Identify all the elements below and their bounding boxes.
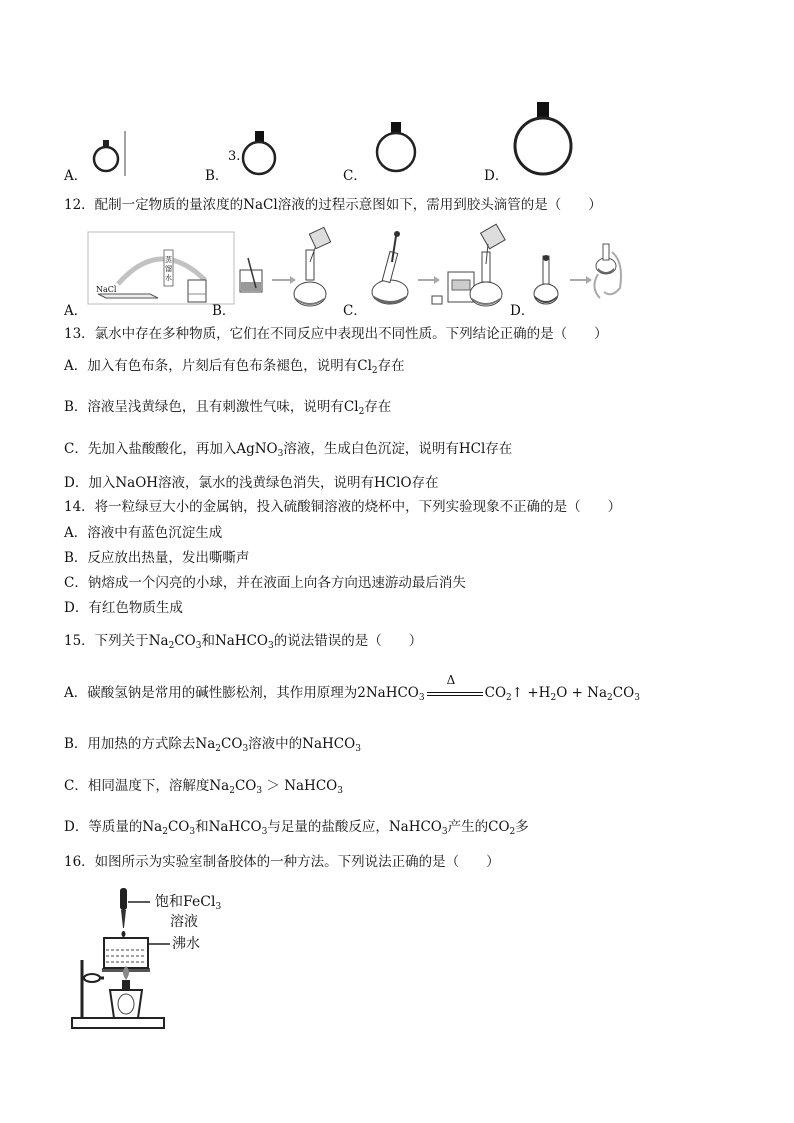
flask-c-image xyxy=(377,122,415,171)
q13-option-a[interactable]: A．加入有色布条，片刻后有色布条褪色，说明有$Cl_2$存在 xyxy=(64,358,405,376)
q16-label-boiling-water: 沸水 xyxy=(172,936,200,952)
q14-option-b[interactable]: B．反应放出热量，发出嘶嘶声 xyxy=(64,550,250,566)
svg-text:3.: 3. xyxy=(228,149,241,164)
q13-option-c[interactable]: C．先加入盐酸酸化，再加入AgNO$_3$溶液，生成白色沉淀，说明有HCl存在 xyxy=(64,441,513,459)
q16-apparatus-drawing xyxy=(0,880,794,1040)
q13-option-d[interactable]: D．加入NaOH溶液，氯水的浅黄绿色消失，说明有HClO存在 xyxy=(64,475,439,491)
q15-heat-arrow xyxy=(425,672,485,703)
q12-fig-a-water-label: 蒸 xyxy=(165,256,172,264)
q15-option-b[interactable]: B．用加热的方式除去$Na_2CO_3$溶液中的NaHCO$_3$ xyxy=(64,736,361,754)
svg-text:水: 水 xyxy=(165,274,172,282)
q14-option-a[interactable]: A．溶液中有蓝色沉淀生成 xyxy=(64,525,223,541)
q13-stem: 13．氯水中存在多种物质，它们在不同反应中表现出不同性质。下列结论正确的是（ ） xyxy=(64,326,608,342)
q15-option-c[interactable]: C．相同温度下，溶解度$Na_2CO_3$ ＞ NaHCO$_3$ xyxy=(64,778,343,796)
q12-fig-a xyxy=(88,232,234,304)
svg-text:馏: 馏 xyxy=(165,265,172,273)
q11-option-d[interactable]: D． xyxy=(484,168,509,184)
q16-label-solution: 溶液 xyxy=(170,914,198,930)
q11-option-c[interactable]: C． xyxy=(343,168,367,184)
q12-option-c[interactable]: C． xyxy=(343,303,367,319)
heat-delta-symbol: Δ xyxy=(446,672,456,687)
q14-stem: 14．将一粒绿豆大小的金属钠，投入硫酸铜溶液的烧杯中，下列实验现象不正确的是（ ） xyxy=(64,499,622,515)
flask-b-image xyxy=(228,131,275,174)
q16-label-fecl3: 饱和FeCl$_3$ xyxy=(155,894,222,912)
q12-stem: 12．配制一定物质的量浓度的NaCl溶液的过程示意图如下，需用到胶头滴管的是（ ） xyxy=(64,197,602,213)
q12-fig-a-nacl-label: NaCl xyxy=(96,285,117,294)
q15-stem: 15．下列关于$Na_2CO_3$和NaHCO$_3$的说法错误的是（ ） xyxy=(64,633,423,651)
q12-option-a[interactable]: A． xyxy=(64,303,88,319)
flask-a-image xyxy=(94,131,125,176)
q12-fig-b xyxy=(240,227,331,306)
q11-option-b[interactable]: B． xyxy=(205,168,229,184)
q11-flask-drawings xyxy=(0,0,794,190)
q12-option-b[interactable]: B． xyxy=(212,303,236,319)
q12-figures xyxy=(0,222,794,322)
q14-option-c[interactable]: C．钠熔成一个闪亮的小球，并在液面上向各方向迅速游动最后消失 xyxy=(64,575,466,591)
flask-d-image xyxy=(515,102,571,174)
q12-option-d[interactable]: D． xyxy=(510,303,535,319)
q15-option-d[interactable]: D．等质量的$Na_2CO_3$和NaHCO$_3$与足量的盐酸反应，NaHCO$_3$产生的$CO_2$多 xyxy=(64,819,529,837)
q15-option-a[interactable]: A．碳酸氢钠是常用的碱性膨松剂，其作用原理为2NaHCO$_3$ Δ $CO_2↑ +H_2O + Na_2CO_3$ xyxy=(64,672,640,703)
q13-option-b[interactable]: B．溶液呈浅黄绿色，且有刺激性气味，说明有$Cl_2$存在 xyxy=(64,399,392,417)
q16-stem: 16．如图所示为实验室制备胶体的一种方法。下列说法正确的是（ ） xyxy=(64,854,500,870)
q12-fig-c xyxy=(372,231,440,304)
q14-option-d[interactable]: D．有红色物质生成 xyxy=(64,600,183,616)
q11-option-a[interactable]: A． xyxy=(64,168,88,184)
q12-fig-d xyxy=(432,224,621,306)
